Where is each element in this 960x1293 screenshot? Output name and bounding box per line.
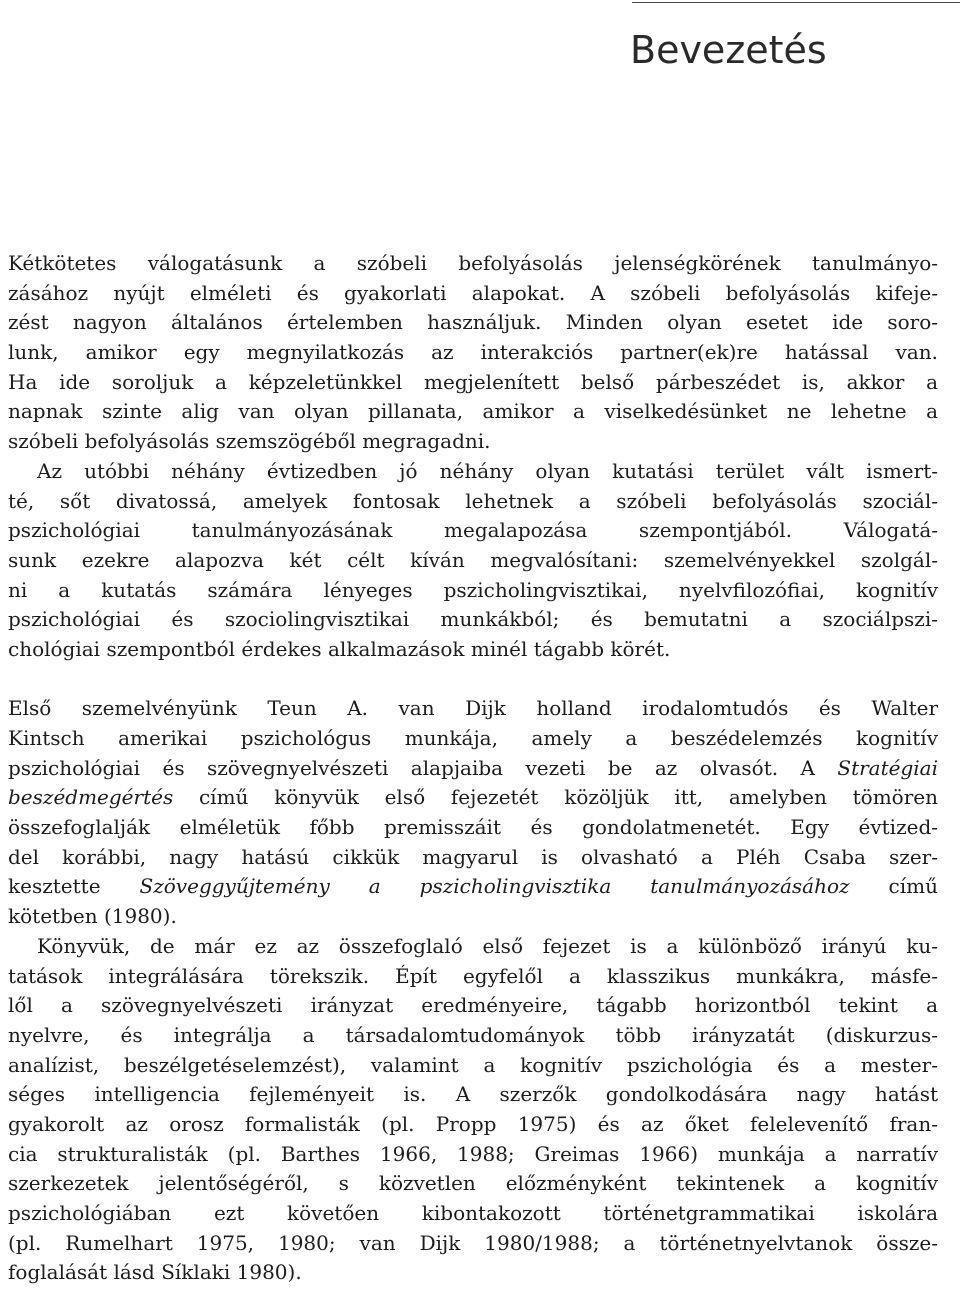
text-line [8, 1229, 938, 1259]
text-line [8, 546, 938, 576]
text-line [8, 249, 938, 279]
text-run: séges intelligencia fejleményeit is. A szerzők gondolkodására nagy hatást [8, 1082, 938, 1107]
text-line [8, 1021, 938, 1051]
text-run: chológiai szempontból érdekes alkalmazások minél tágabb körét. [8, 636, 671, 661]
text-run: pszichológiai és szövegnyelvészeti alapjaiba vezeti be az olvasót. A [8, 755, 838, 780]
text-line [8, 1258, 938, 1288]
text-line [8, 694, 938, 724]
text-line [8, 576, 938, 606]
text-line [8, 635, 938, 665]
text-line [8, 1080, 938, 1110]
text-run: del korábbi, nagy hatású cikkük magyarul is olvasható a Pléh Csaba szer- [8, 844, 938, 869]
text-line [8, 783, 938, 813]
text-run: pszichológiában ezt követően kibontakozott történetgrammatikai iskolára [8, 1201, 938, 1225]
page-title: Bevezetés [630, 28, 827, 72]
text-run: Kintsch amerikai pszichológus munkája, amely a beszédelemzés kognitív [8, 726, 938, 750]
text-line [8, 457, 938, 487]
text-line [8, 813, 938, 843]
text-run: című [849, 874, 938, 899]
text-run: lől a szövegnyelvészeti irányzat eredményeire, tágabb horizontból tekint a [8, 993, 938, 1018]
text-line [8, 279, 938, 309]
text-line [8, 1140, 938, 1170]
text-run: ni a kutatás számára lényeges pszicholingvisztikai, nyelvfilozófiai, kognitív [8, 577, 938, 602]
text-run: szerkezetek jelentőségéről, s közvetlen előzményként tekintenek a kognitív [8, 1171, 938, 1196]
text-line [8, 1199, 938, 1229]
italic-title: Szöveggyűjtemény a pszicholingvisztika tanulmányozásához [139, 874, 850, 899]
text-line [8, 991, 938, 1021]
paragraph [8, 249, 938, 457]
text-run: tatások integrálására törekszik. Épít egyfelől a klasszikus munkákra, másfe- [8, 963, 938, 988]
text-run: Ha ide soroljuk a képzeletünkkel megjelenített belső párbeszédet is, akkor a [8, 369, 938, 394]
paragraph [8, 932, 938, 1288]
text-run: szóbeli befolyásolás szemszögéből megragadni. [8, 429, 491, 454]
text-line [8, 338, 938, 368]
text-line [8, 368, 938, 398]
text-run: összefoglalják elméletük főbb premisszáit és gondolatmenetét. Egy évtized- [8, 815, 938, 840]
text-run: cia strukturalisták (pl. Barthes 1966, 1988; Greimas 1966) munkája a narratív [8, 1141, 938, 1166]
text-run: pszichológiai és szociolingvisztikai munkákból; és bemutatni a szociálpszi- [8, 607, 938, 632]
text-line [8, 754, 938, 784]
text-line [8, 962, 938, 992]
text-line [8, 1110, 938, 1140]
text-line [8, 605, 938, 635]
text-run: foglalását lásd Síklaki 1980). [8, 1260, 302, 1285]
text-run: kötetben (1980). [8, 904, 177, 929]
text-line [8, 724, 938, 754]
text-run: Az utóbbi néhány évtizedben jó néhány olyan kutatási terület vált ismert- [37, 458, 938, 483]
text-line [8, 516, 938, 546]
italic-title: beszédmegértés [8, 785, 174, 810]
text-run: Könyvük, de már ez az összefoglaló első fejezet is a különböző irányú ku- [37, 933, 938, 958]
text-line [8, 843, 938, 873]
paragraph [8, 694, 938, 932]
text-run: Kétkötetes válogatásunk a szóbeli befolyásolás jelenségkörének tanulmányo- [8, 251, 938, 275]
text-line [8, 902, 938, 932]
body-text [8, 249, 938, 1288]
text-line [8, 1051, 938, 1081]
italic-title: Stratégiai [837, 755, 938, 780]
text-run: pszichológiai tanulmányozásának megalapozása szempontjából. Válogatá- [8, 518, 938, 543]
text-run: nyelvre, és integrálja a társadalomtudományok több irányzatát (diskurzus- [8, 1022, 938, 1047]
text-line [8, 397, 938, 427]
text-line [8, 308, 938, 338]
paragraph [8, 457, 938, 665]
text-run: Első szemelvényünk Teun A. van Dijk holland irodalomtudós és Walter [8, 696, 938, 721]
text-run: lunk, amikor egy megnyilatkozás az interakciós partner(ek)re hatással van. [8, 340, 938, 365]
header-rule [632, 2, 960, 3]
text-line [8, 427, 938, 457]
text-run: kesztette [8, 874, 140, 899]
text-run: című könyvük első fejezetét közöljük itt, amelyben tömören [173, 785, 938, 810]
text-run: (pl. Rumelhart 1975, 1980; van Dijk 1980/1988; a történetnyelvtanok össze- [8, 1230, 938, 1255]
text-run: zásához nyújt elméleti és gyakorlati alapokat. A szóbeli befolyásolás kifeje- [8, 280, 938, 305]
text-line [8, 872, 938, 902]
text-run: zést nagyon általános értelemben használjuk. Minden olyan esetet ide soro- [8, 310, 938, 335]
text-line [8, 932, 938, 962]
text-run: gyakorolt az orosz formalisták (pl. Propp 1975) és az őket felelevenítő fran- [8, 1111, 938, 1136]
text-line [8, 487, 938, 517]
text-run: té, sőt divatossá, amelyek fontosak lehetnek a szóbeli befolyásolás szociál- [8, 488, 938, 513]
text-run: analízist, beszélgetéselemzést), valamint a kognitív pszichológia és a mester- [8, 1052, 938, 1077]
text-line [8, 1169, 938, 1199]
text-run: napnak szinte alig van olyan pillanata, amikor a viselkedésünket ne lehetne a [8, 399, 938, 424]
text-run: sunk ezekre alapozva két célt kíván megvalósítani: szemelvényekkel szolgál- [8, 547, 938, 572]
